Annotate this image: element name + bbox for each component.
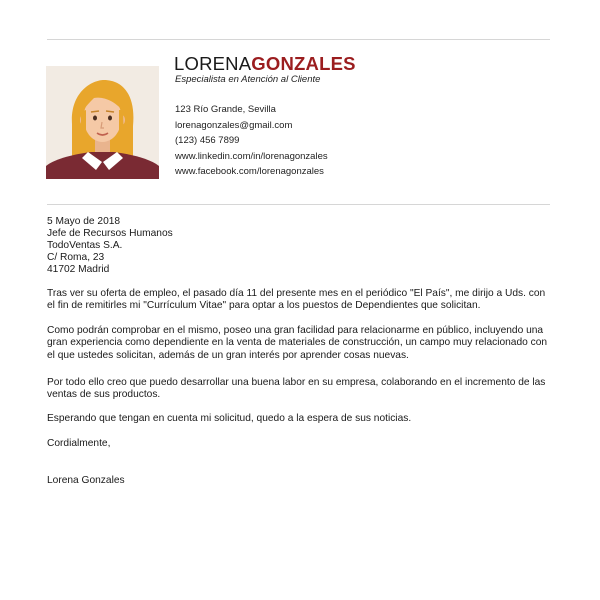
contact-phone: (123) 456 7899 [175,135,240,146]
avatar-illustration [46,66,159,179]
paragraph-3: Por todo ello creo que puedo desarrollar una buena labor en su empresa, colaborando en el incremento de las ventas de sus productos. [47,377,546,401]
contact-address: 123 Río Grande, Sevilla [175,104,276,115]
job-title: Especialista en Atención al Cliente [175,74,321,85]
signature: Lorena Gonzales [47,475,125,486]
paragraph-4: Esperando que tengan en cuenta mi solicitud, quedo a la espera de sus noticias. [47,413,412,424]
contact-facebook[interactable]: www.facebook.com/lorenagonzales [175,166,324,177]
recipient-city: 41702 Madrid [47,264,110,275]
paragraph-1: Tras ver su oferta de empleo, el pasado día 11 del presente mes en el periódico "El País", me dirijo a Uds. con el fin de remitirles mi "Currículum Vitae" para optar a los puestos de Dependientes que solicitan. [47,288,546,312]
avatar [46,66,159,179]
first-name: LORENA [174,53,252,74]
letter-date: 5 Mayo de 2018 [47,216,121,227]
contact-email[interactable]: lorenagonzales@gmail.com [175,119,293,131]
top-divider [47,39,550,40]
recipient-company: TodoVentas S.A. [47,240,123,251]
recipient-street: C/ Roma, 23 [47,252,105,263]
recipient-block [47,216,553,276]
contact-block [175,102,328,180]
recipient-title: Jefe de Recursos Humanos [47,228,173,239]
candidate-name [174,53,356,75]
paragraph-2: Como podrán comprobar en el mismo, poseo una gran facilidad para relacionarme en público, incluyendo una gran experiencia como dependiente en la venta de materiales de construcción, un campo muy relacionado con el que ustedes solicitan, además de un gran interés por aprender cosas nuevas. [47,325,548,361]
last-name: GONZALES [251,53,356,74]
closing: Cordialmente, [47,438,111,449]
header-divider [47,204,550,205]
contact-linkedin[interactable]: www.linkedin.com/in/lorenagonzales [175,150,328,162]
